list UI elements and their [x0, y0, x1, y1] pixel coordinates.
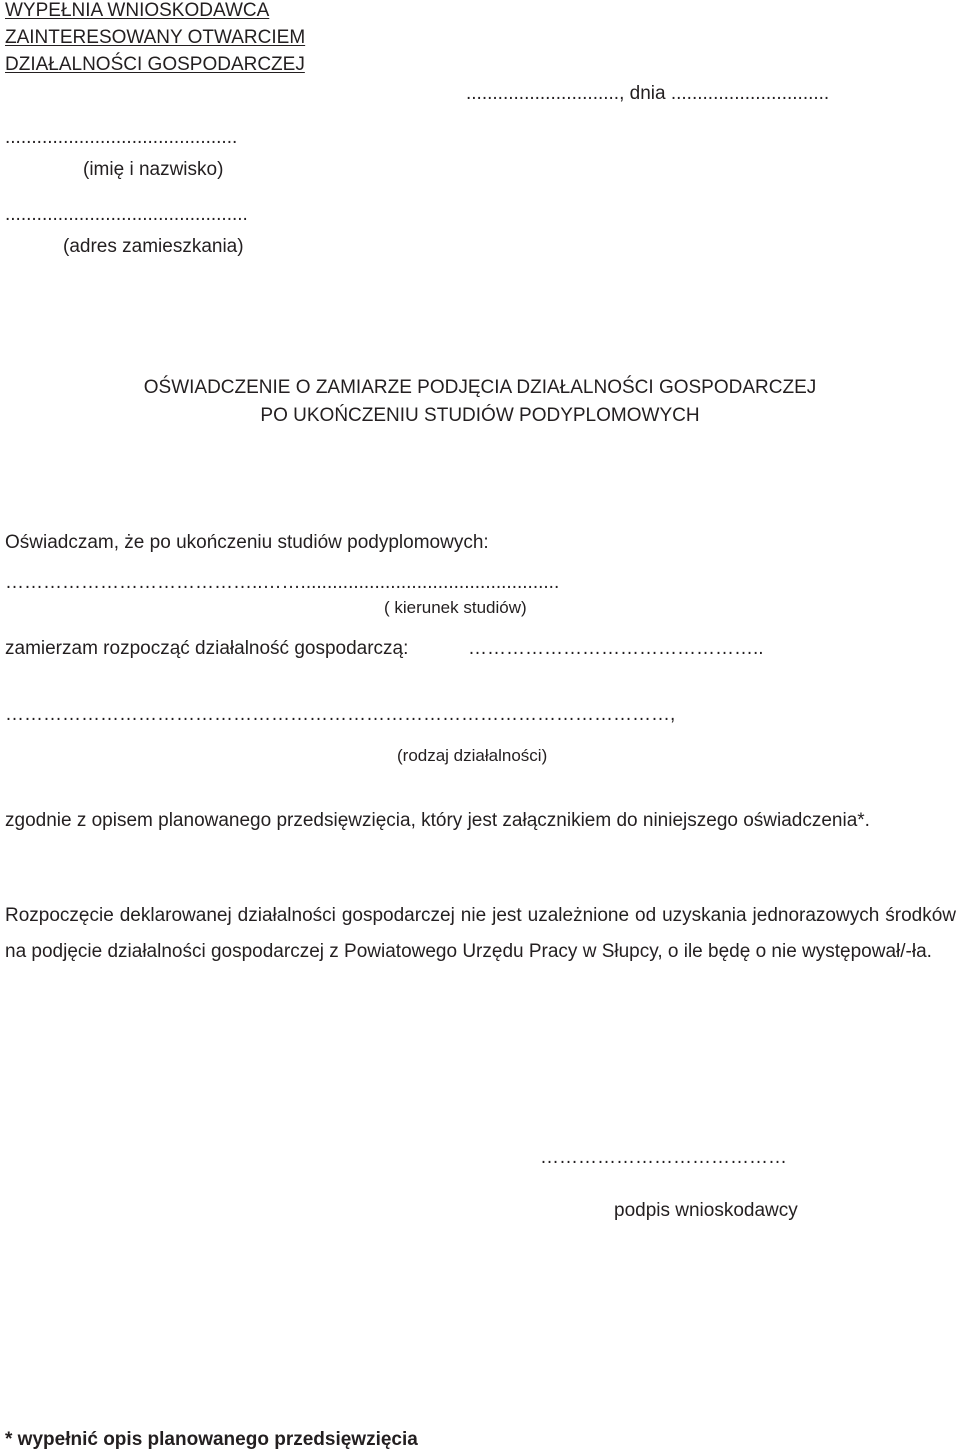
- signature-label: podpis wnioskodawcy: [614, 1200, 798, 1221]
- date-field: ............................., dnia ..............................: [466, 83, 830, 104]
- name-label: (imię i nazwisko): [83, 159, 224, 180]
- paragraph-funding: [5, 898, 956, 970]
- activity-dots-1: ………………………………………..: [468, 638, 764, 659]
- document-title-line-2: PO UKOŃCZENIU STUDIÓW PODYPLOMOWYCH: [260, 405, 700, 426]
- signature-dots: …………………………………: [540, 1147, 787, 1168]
- name-dots: ............................................: [5, 127, 238, 148]
- paragraph-attachment: [5, 805, 956, 836]
- header-line-2: ZAINTERESOWANY OTWARCIEM: [5, 27, 306, 48]
- activity-label: (rodzaj działalności): [397, 746, 548, 765]
- address-dots: ..............................................: [5, 204, 248, 225]
- paragraph-attachment-text: zgodnie z opisem planowanego przedsięwzięcia, który jest załącznikiem do niniejszego oświadczenia*.: [5, 810, 870, 831]
- statement-intro: Oświadczam, że po ukończeniu studiów podyplomowych:: [5, 532, 489, 553]
- field-of-study-dots: …………………………………..…….................................................: [5, 572, 560, 593]
- address-label: (adres zamieszkania): [63, 236, 244, 257]
- document-title-line-1: OŚWIADCZENIE O ZAMIARZE PODJĘCIA DZIAŁALNOŚCI GOSPODARCZEJ: [143, 377, 817, 398]
- header-line-1: WYPEŁNIA WNIOSKODAWCA: [5, 0, 270, 21]
- paragraph-funding-text: Rozpoczęcie deklarowanej działalności gospodarczej nie jest uzależnione od uzyskania jednorazowych środków na podjęcie działalności gospodarczej z Powiatowego Urzędu Pracy w Słupcy, o ile będę o nie występował/-ła.: [5, 905, 956, 962]
- activity-dots-2: ……………………………………………………………………………………………,: [5, 704, 676, 725]
- header-line-3: DZIAŁALNOŚCI GOSPODARCZEJ: [5, 54, 305, 75]
- field-of-study-label: ( kierunek studiów): [384, 598, 527, 617]
- activity-intro: zamierzam rozpocząć działalność gospodarczą:: [5, 638, 409, 659]
- footnote: * wypełnić opis planowanego przedsięwzięcia: [5, 1429, 418, 1450]
